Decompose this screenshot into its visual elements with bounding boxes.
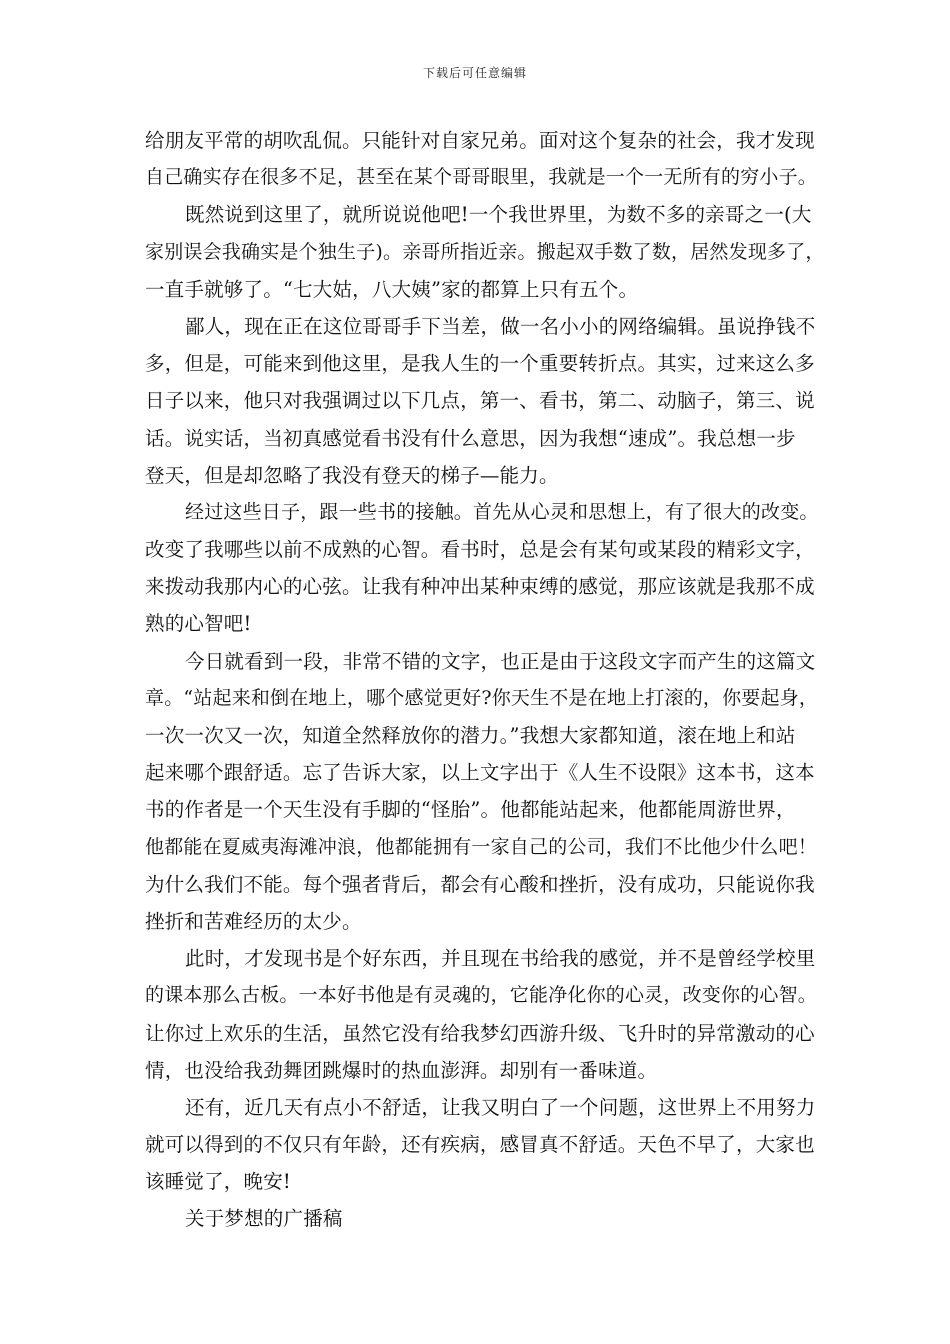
- text-line: 情，也没给我劲舞团跳爆时的热血澎湃。却别有一番味道。: [145, 1058, 658, 1082]
- text-line: 自己确实存在很多不足，甚至在某个哥哥眼里，我就是一个一无所有的穷小子。: [145, 166, 818, 189]
- paragraph-first-line: 此时，才发现书是个好东西，并且现在书给我的感觉，并不是曾经学校里: [185, 947, 816, 971]
- text-line: 日子以来，他只对我强调过以下几点，第一、看书，第二、动脑子，第三、说: [145, 389, 815, 413]
- text-line: 就可以得到的不仅只有年龄，还有疾病，感冒真不舒适。天色不早了，大家也: [145, 1133, 815, 1157]
- text-line: 话。说实话，当初真感觉看书没有什么意思，因为我想“速成”。我总想一步: [145, 426, 796, 450]
- paragraph-first-line: 鄙人，现在正在这位哥哥手下当差，做一名小小的网络编辑。虽说挣钱不: [185, 314, 816, 338]
- text-line: 家别误会我确实是个独生子)。亲哥所指近亲。搬起双手数了数，居然发现多了，: [145, 240, 825, 263]
- text-line: 让你过上欢乐的生活，虽然它没有给我梦幻西游升级、飞升时的异常激动的心: [145, 1021, 815, 1045]
- paragraph-first-line: 关于梦想的广播稿: [185, 1207, 343, 1231]
- text-line: 一直手就够了。“七大姑，八大姨”家的都算上只有五个。: [145, 277, 639, 301]
- text-line: 他都能在夏威夷海滩冲浪，他都能拥有一家自己的公司，我们不比他少什么吧！: [145, 835, 818, 858]
- text-line: 章。“站起来和倒在地上，哪个感觉更好?你天生不是在地上打滚的，你要起身，: [145, 686, 819, 709]
- text-line: 登天，但是却忽略了我没有登天的梯子—能力。: [145, 463, 559, 487]
- paragraph-first-line: 既然说到这里了，就所说说他吧!一个我世界里，为数不多的亲哥之一(大: [185, 203, 812, 227]
- text-line: 为什么我们不能。每个强者背后，都会有心酸和挫折，没有成功，只能说你我: [145, 872, 815, 896]
- paragraph-first-line: 今日就看到一段，非常不错的文字，也正是由于这段文字而产生的这篇文: [185, 649, 816, 673]
- text-line: 该睡觉了，晚安!: [145, 1170, 291, 1194]
- paragraph-first-line: 还有，近几天有点小不舒适，让我又明白了一个问题，这世界上不用努力: [185, 1095, 816, 1119]
- text-line: 的课本那么古板。一本好书他是有灵魂的，它能净化你的心灵，改变你的心智。: [145, 984, 818, 1007]
- text-line: 来拨动我那内心的心弦。让我有种冲出某种束缚的感觉，那应该就是我那不成: [145, 575, 815, 599]
- text-line: 挫折和苦难经历的太少。: [145, 909, 362, 933]
- text-line: 给朋友平常的胡吹乱侃。只能针对自家兄弟。面对这个复杂的社会，我才发现: [145, 129, 815, 152]
- text-line: 熟的心智吧!: [145, 612, 252, 636]
- text-line: 书的作者是一个天生没有手脚的“怪胎”。他都能站起来，他都能周游世界，: [145, 798, 796, 822]
- text-line: 多，但是，可能来到他这里，是我人生的一个重要转折点。其实，过来这么多: [145, 352, 815, 376]
- header-note: 下载后可任意编辑: [422, 66, 527, 80]
- text-line: 起来哪个跟舒适。忘了告诉大家，以上文字出于《人生不设限》这本书，这本: [145, 761, 815, 785]
- text-line: 一次一次又一次，知道全然释放你的潜力。”我想大家都知道，滚在地上和站: [145, 724, 796, 747]
- document-body: [145, 122, 825, 1238]
- text-line: 改变了我哪些以前不成熟的心智。看书时，总是会有某句或某段的精彩文字，: [145, 538, 815, 562]
- paragraph-first-line: 经过这些日子，跟一些书的接触。首先从心灵和思想上，有了很大的改变。: [185, 500, 819, 523]
